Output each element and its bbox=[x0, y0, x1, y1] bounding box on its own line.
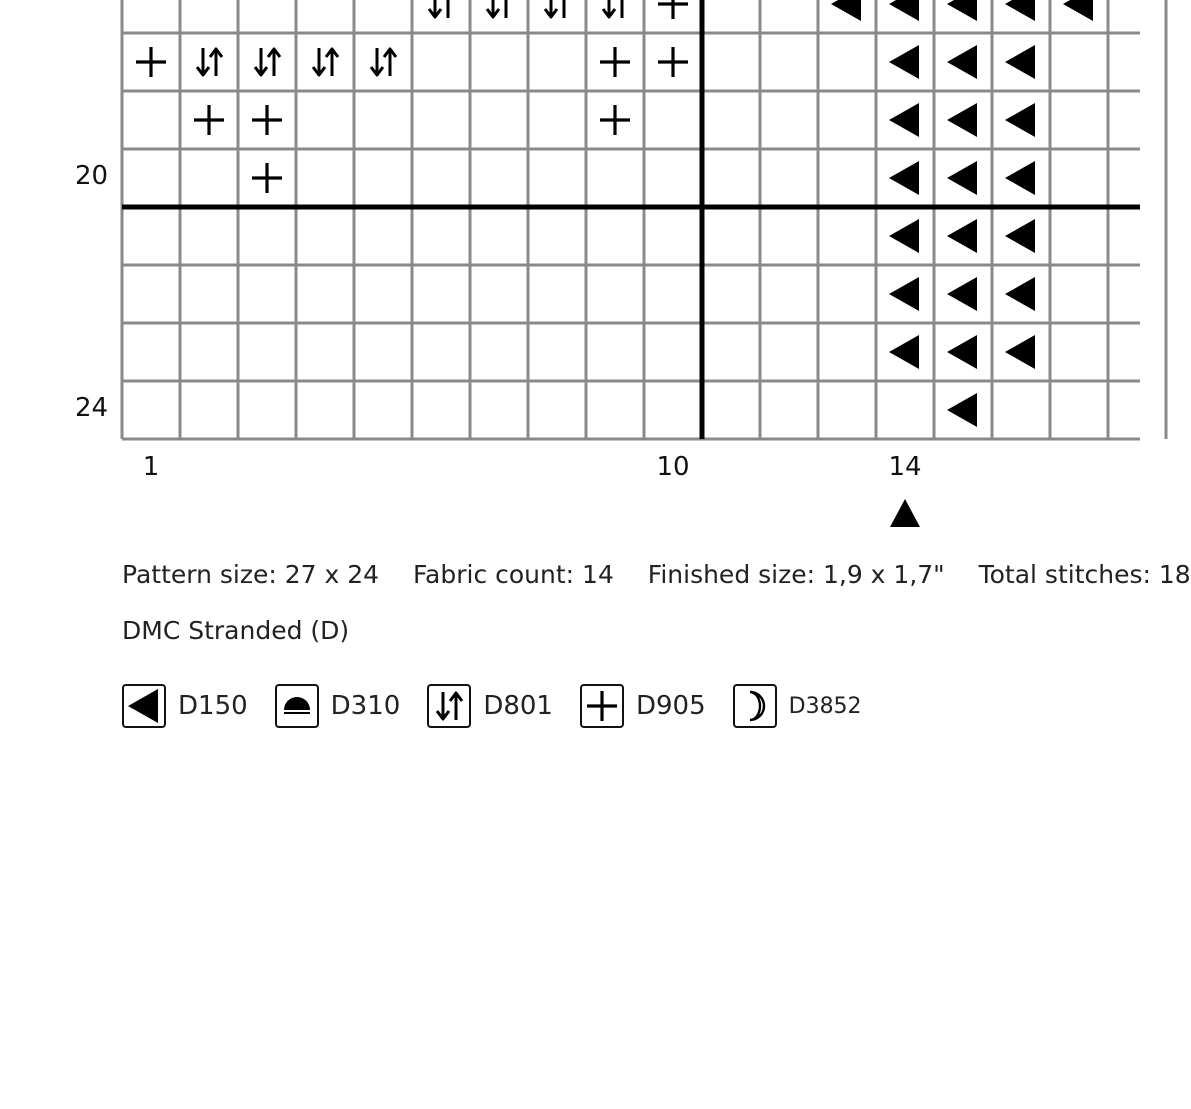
stitch-triangle-icon bbox=[889, 0, 919, 21]
stitch-arrows-icon bbox=[371, 48, 396, 76]
legend-code: D905 bbox=[635, 691, 706, 721]
stitch-triangle-icon bbox=[1005, 0, 1035, 21]
pattern-chart bbox=[0, 0, 1140, 540]
stitch-triangle-icon bbox=[889, 219, 919, 253]
fabric-count: Fabric count: 14 bbox=[412, 560, 614, 589]
finished-size: Finished size: 1,9 x 1,7" bbox=[647, 560, 945, 589]
stitch-triangle-icon bbox=[947, 45, 977, 79]
stitch-triangle-icon bbox=[1005, 103, 1035, 137]
stitch-plus-icon bbox=[658, 0, 688, 19]
stitch-triangle-icon bbox=[947, 161, 977, 195]
stitch-triangle-icon bbox=[1063, 0, 1093, 21]
stitch-triangle-icon bbox=[1005, 45, 1035, 79]
stitch-plus-icon bbox=[658, 47, 688, 77]
legend-code: D150 bbox=[178, 691, 248, 721]
pattern-size: Pattern size: 27 x 24 bbox=[122, 560, 380, 589]
stitch-symbols bbox=[136, 0, 1093, 427]
legend-item bbox=[580, 684, 706, 728]
stitch-triangle-icon bbox=[947, 0, 977, 21]
stitch-plus-icon bbox=[194, 105, 224, 135]
legend-item bbox=[427, 684, 553, 728]
legend-code: D310 bbox=[330, 691, 401, 721]
total-stitches: Total stitches: 18 bbox=[978, 560, 1191, 589]
stitch-triangle-icon bbox=[947, 103, 977, 137]
stitch-arrows-icon bbox=[313, 48, 338, 76]
column-label: 1 bbox=[142, 452, 160, 482]
stitch-triangle-icon bbox=[889, 335, 919, 369]
stitch-plus-icon bbox=[252, 163, 282, 193]
stitch-triangle-icon bbox=[831, 0, 861, 21]
stitch-arrows-icon bbox=[545, 0, 570, 18]
legend-code: D3852 bbox=[788, 693, 862, 719]
pattern-info bbox=[122, 560, 1191, 589]
stitch-triangle-icon bbox=[947, 393, 977, 427]
center-marker-icon bbox=[889, 498, 921, 528]
stitch-triangle-icon bbox=[889, 161, 919, 195]
legend-half-circle-icon bbox=[275, 684, 319, 728]
stitch-triangle-icon bbox=[1005, 335, 1035, 369]
thread-brand: DMC Stranded (D) bbox=[122, 616, 350, 645]
stitch-plus-icon bbox=[252, 105, 282, 135]
legend-item bbox=[122, 684, 248, 728]
stitch-arrows-icon bbox=[429, 0, 454, 18]
column-label: 10 bbox=[656, 452, 690, 482]
stitch-arrows-icon bbox=[603, 0, 628, 18]
legend-plus-icon bbox=[580, 684, 624, 728]
stitch-triangle-icon bbox=[947, 277, 977, 311]
thread-legend bbox=[122, 684, 889, 728]
column-label: 14 bbox=[888, 452, 922, 482]
legend-item bbox=[733, 684, 862, 728]
legend-triangle-icon bbox=[122, 684, 166, 728]
legend-arrows-icon bbox=[427, 684, 471, 728]
stitch-triangle-icon bbox=[947, 335, 977, 369]
stitch-arrows-icon bbox=[255, 48, 280, 76]
stitch-triangle-icon bbox=[889, 103, 919, 137]
stitch-plus-icon bbox=[136, 47, 166, 77]
stitch-plus-icon bbox=[600, 47, 630, 77]
row-label: 20 bbox=[75, 161, 109, 191]
legend-code: D801 bbox=[483, 691, 553, 721]
stitch-triangle-icon bbox=[1005, 161, 1035, 195]
stitch-triangle-icon bbox=[1005, 277, 1035, 311]
row-label: 24 bbox=[75, 393, 109, 423]
stitch-triangle-icon bbox=[1005, 219, 1035, 253]
stitch-triangle-icon bbox=[889, 45, 919, 79]
stitch-triangle-icon bbox=[889, 277, 919, 311]
stitch-arrows-icon bbox=[487, 0, 512, 18]
stitch-arrows-icon bbox=[197, 48, 222, 76]
stitch-plus-icon bbox=[600, 105, 630, 135]
legend-moon-icon bbox=[733, 684, 777, 728]
stitch-triangle-icon bbox=[947, 219, 977, 253]
legend-item bbox=[275, 684, 401, 728]
